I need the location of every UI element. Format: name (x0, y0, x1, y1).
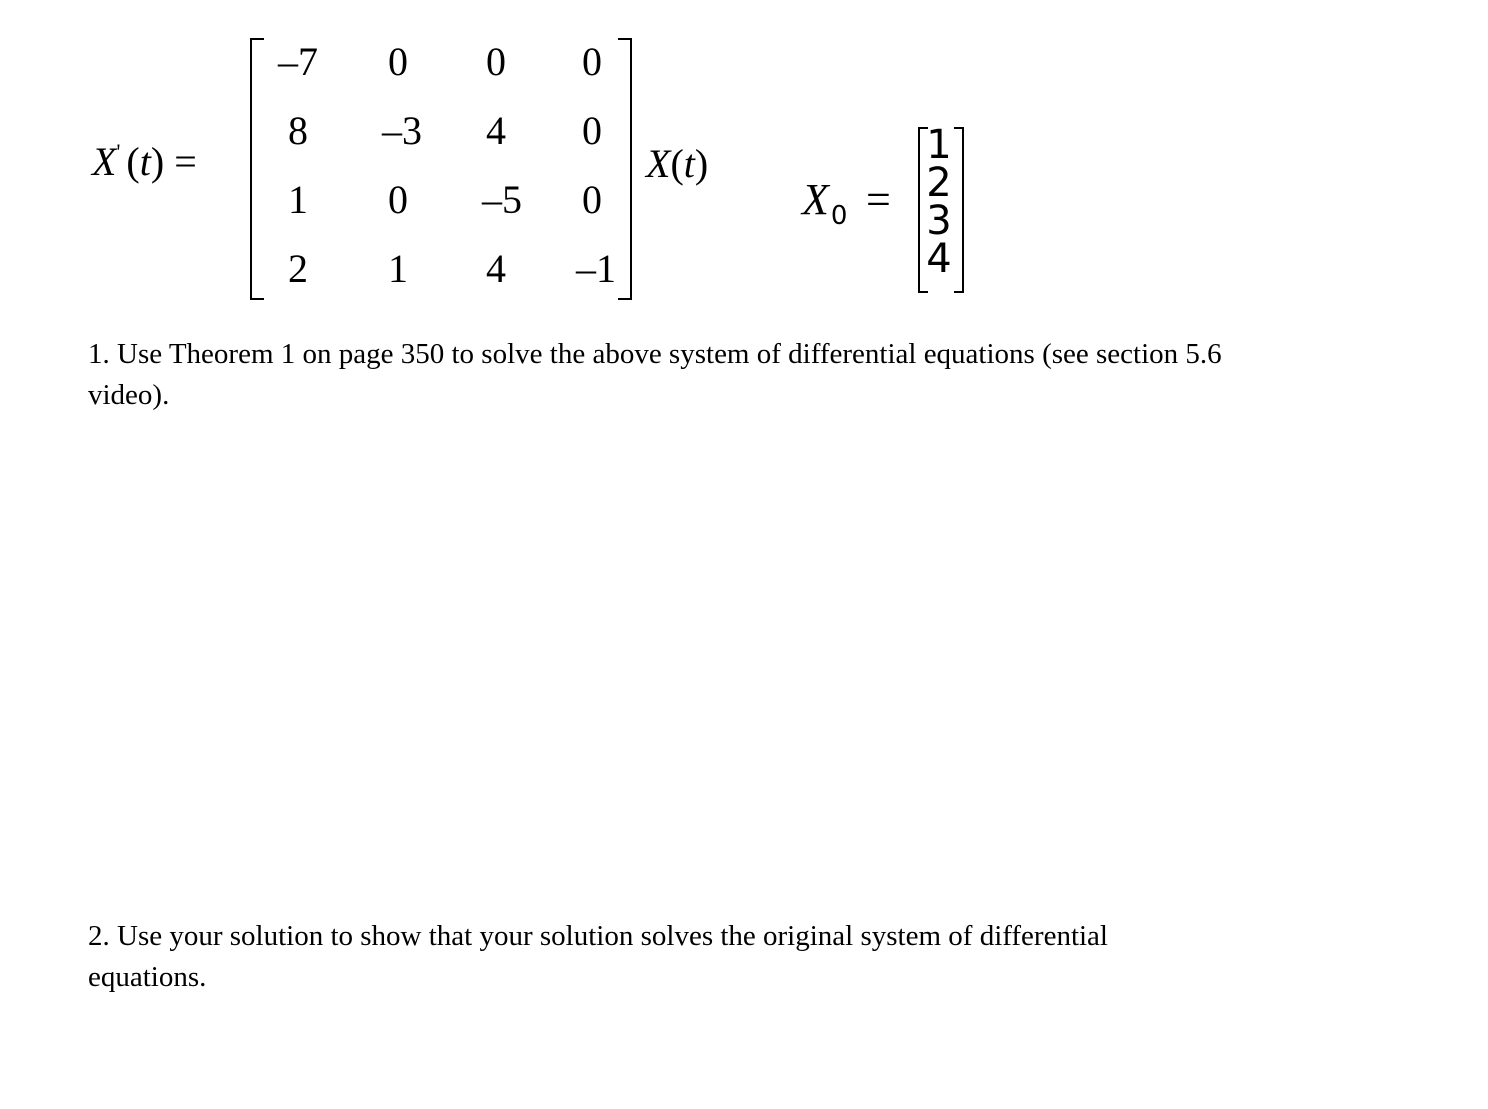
question-1: 1. Use Theorem 1 on page 350 to solve the above system of differential equations (see section 5.6 video). (88, 338, 1222, 411)
rhs-arg-open: ( (670, 141, 684, 186)
matrix-cell: 1 (388, 246, 408, 291)
matrix-cell: 0 (388, 177, 408, 222)
matrix-cell: 0 (582, 39, 602, 84)
vector-entry: 2 (926, 160, 952, 206)
lhs-arg-open: ( (126, 139, 140, 184)
matrix-cell: 0 (388, 39, 408, 84)
matrix-cell: 0 (582, 177, 602, 222)
matrix-cell: 4 (486, 246, 506, 291)
matrix-right-bracket (618, 38, 632, 300)
vector-entry: 4 (926, 236, 952, 282)
rhs-arg-var: t (683, 141, 695, 186)
lhs-prime: ' (116, 139, 121, 164)
matrix-cell: 4 (486, 108, 506, 153)
lhs-arg-var: t (139, 139, 151, 184)
matrix-cell: 1 (288, 177, 308, 222)
initial-condition-equals: = (866, 175, 891, 224)
derivative-lhs (92, 138, 197, 192)
rhs-arg-close: ) (694, 141, 709, 186)
matrix-cell: –3 (382, 108, 422, 153)
question-2: 2. Use your solution to show that your solution solves the original system of differential equations. (88, 920, 1108, 993)
lhs-arg-close: ) (150, 139, 165, 184)
vector-entry: 1 (926, 122, 952, 168)
vector-right-bracket (954, 127, 964, 293)
x0-symbol: X (802, 175, 829, 224)
matrix-cell: 8 (288, 108, 308, 153)
matrix-cell: –1 (576, 246, 616, 291)
vector-entry: 3 (926, 198, 952, 244)
matrix-cell: 2 (288, 246, 308, 291)
lhs-equals: = (174, 139, 197, 184)
initial-condition-symbol (802, 174, 847, 242)
matrix-cell: 0 (486, 39, 506, 84)
x0-subscript: 0 (830, 201, 848, 231)
lhs-symbol: X (92, 139, 117, 184)
matrix-cell: 0 (582, 108, 602, 153)
matrix-cell: –5 (482, 177, 522, 222)
rhs-symbol: X (646, 141, 671, 186)
state-vector-rhs (646, 140, 708, 188)
matrix-cell: –7 (278, 39, 318, 84)
